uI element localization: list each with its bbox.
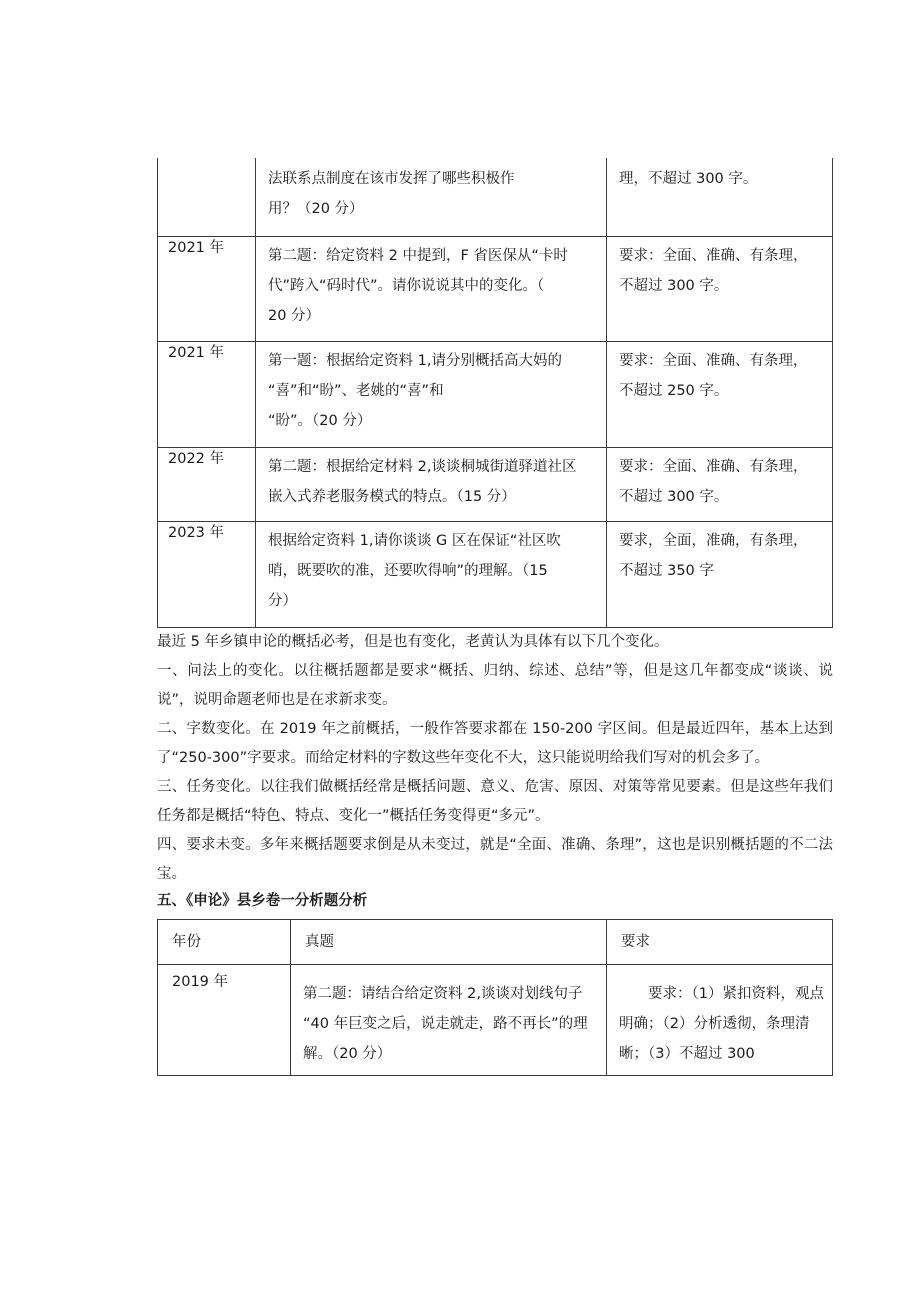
table-row <box>158 965 833 1076</box>
table-row <box>158 341 833 447</box>
requirement-cell: 要求，全面，准确，有条理， 不超过 350 字 <box>607 521 833 627</box>
year-cell: 2021 年 <box>158 341 256 447</box>
table-row <box>158 236 833 341</box>
year-cell: 2019 年 <box>158 965 291 1076</box>
question-cell: 法联系点制度在该市发挥了哪些积极作 用？（20 分） <box>256 158 607 236</box>
table-row <box>158 521 833 627</box>
table-row <box>158 447 833 521</box>
year-cell: 2021 年 <box>158 236 256 341</box>
requirement-cell: 要求：（1）紧扣资料，观点 明确；（2）分析透彻，条理清 晰；（3）不超过 300 <box>607 965 833 1076</box>
question-cell: 第一题：根据给定资料 1,请分别概括高大妈的 “喜”和“盼”、老姚的“喜”和 “盼”。（20 分） <box>256 341 607 447</box>
requirement-cell: 要求：全面、准确、有条理， 不超过 250 字。 <box>607 341 833 447</box>
question-cell: 第二题：根据给定材料 2,谈谈桐城街道驿道社区 嵌入式养老服务模式的特点。（15 分） <box>256 447 607 521</box>
exam-table-continued <box>157 158 833 628</box>
analysis-paragraphs <box>157 628 833 889</box>
requirement-cell: 要求：全面、准确、有条理， 不超过 300 字。 <box>607 447 833 521</box>
question-cell: 根据给定资料 1,请你谈谈 G 区在保证“社区吹 哨，既要吹的准，还要吹得响”的理解。（15 分） <box>256 521 607 627</box>
analysis-question-table <box>157 919 833 1076</box>
header-requirement: 要求 <box>607 920 833 965</box>
requirement-cell: 理，不超过 300 字。 <box>607 158 833 236</box>
question-cell: 第二题：给定资料 2 中提到，F 省医保从“卡时 代”跨入“码时代”。请你说说其中的变化。（ 20 分） <box>256 236 607 341</box>
change-paragraph-2: 二、字数变化。在 2019 年之前概括，一般作答要求都在 150-200 字区间。但是最近四年，基本上达到了“250-300”字要求。而给定材料的字数这些年变化不大，这只能说明给我们写对的机会多了。 <box>157 721 833 766</box>
table-row <box>158 158 833 236</box>
year-cell: 2023 年 <box>158 521 256 627</box>
section-heading: 五、《申论》县乡卷一分析题分析 <box>157 893 368 909</box>
change-paragraph-1: 一、问法上的变化。以往概括题都是要求“概括、归纳、综述、总结”等，但是这几年都变成“谈谈、说说”，说明命题老师也是在求新求变。 <box>157 663 833 708</box>
requirement-cell: 要求：全面、准确、有条理， 不超过 300 字。 <box>607 236 833 341</box>
question-cell: 第二题：请结合给定资料 2,谈谈对划线句子 “40 年巨变之后，说走就走，路不再长”的理 解。（20 分） <box>291 965 607 1076</box>
year-cell <box>158 158 256 236</box>
header-question: 真题 <box>291 920 607 965</box>
header-year: 年份 <box>158 920 291 965</box>
change-paragraph-4: 四、要求未变。多年来概括题要求倒是从未变过，就是“全面、准确、条理”，这也是识别概括题的不二法宝。 <box>157 837 833 882</box>
table-header-row <box>158 920 833 965</box>
change-paragraph-3: 三、任务变化。以往我们做概括经常是概括问题、意义、危害、原因、对策等常见要素。但是这些年我们任务都是概括“特色、特点、变化一”概括任务变得更“多元”。 <box>157 779 833 824</box>
intro-paragraph: 最近 5 年乡镇申论的概括必考，但是也有变化，老黄认为具体有以下几个变化。 <box>157 634 669 650</box>
year-cell: 2022 年 <box>158 447 256 521</box>
